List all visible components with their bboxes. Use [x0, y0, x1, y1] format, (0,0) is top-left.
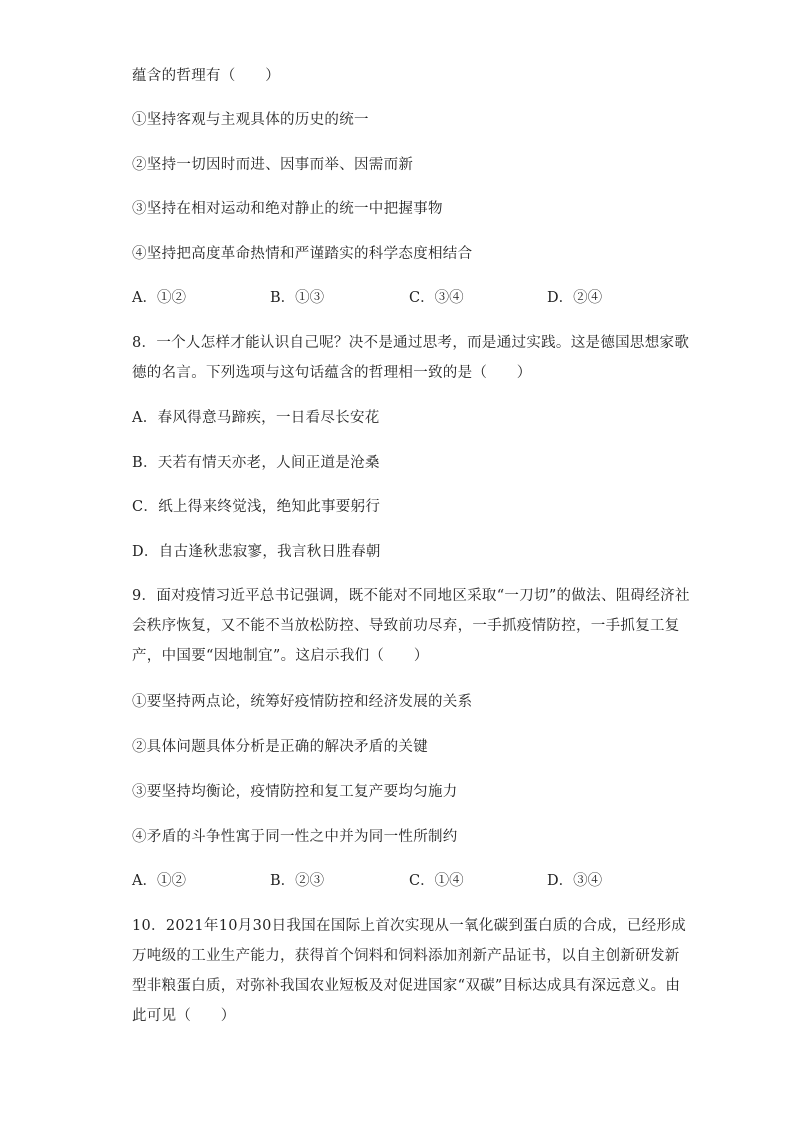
q9-item-3: ③要坚持均衡论，疫情防控和复工复产要均匀施力: [132, 784, 458, 800]
q9-stem-line-3: 产，中国要“因地制宜”。这启示我们（ ）: [132, 648, 429, 664]
q8-option-c: C．纸上得来终觉浅，绝知此事要躬行: [132, 499, 381, 515]
q10-stem-line-1: 10．2021年10月30日我国在国际上首次实现从一氧化碳到蛋白质的合成，已经形成: [132, 918, 687, 934]
q8-stem-line-2: 德的名言。下列选项与这句话蕴含的哲理相一致的是（ ）: [132, 365, 532, 381]
q9-item-2: ②具体问题具体分析是正确的解决矛盾的关键: [132, 739, 428, 755]
q8-stem-line-1: 8．一个人怎样才能认识自己呢？决不是通过思考，而是通过实践。这是德国思想家歌: [132, 335, 690, 351]
q7-item-2: ②坚持一切因时而进、因事而举、因需而新: [132, 157, 414, 173]
q7-option-d: D．②④: [547, 290, 603, 306]
q7-option-a: A．①②: [132, 290, 186, 306]
q9-stem-line-1: 9．面对疫情习近平总书记强调，既不能对不同地区采取“一刀切”的做法、阻碍经济社: [132, 588, 690, 604]
q10-stem-line-3: 型非粮蛋白质，对弥补我国农业短板及对促进国家“双碳”目标达成具有深远意义。由: [132, 978, 681, 994]
q9-item-4: ④矛盾的斗争性寓于同一性之中并为同一性所制约: [132, 829, 458, 845]
q9-option-d: D．③④: [547, 873, 603, 889]
q8-option-b: B．天若有情天亦老，人间正道是沧桑: [132, 455, 380, 471]
q7-item-3: ③坚持在相对运动和绝对静止的统一中把握事物: [132, 201, 443, 217]
q8-option-a: A．春风得意马蹄疾，一日看尽长安花: [132, 410, 380, 426]
q9-option-a: A．①②: [132, 873, 186, 889]
q9-option-c: C．①④: [409, 873, 464, 889]
q10-stem-line-4: 此可见（ ）: [132, 1008, 236, 1024]
q7-stem-tail: 蕴含的哲理有（ ）: [132, 68, 280, 84]
q8-option-d: D．自古逢秋悲寂寥，我言秋日胜春朝: [132, 544, 381, 560]
q7-item-1: ①坚持客观与主观具体的历史的统一: [132, 112, 369, 128]
q7-item-4: ④坚持把高度革命热情和严谨踏实的科学态度相结合: [132, 246, 473, 262]
q9-stem-line-2: 会秩序恢复，又不能不当放松防控、导致前功尽弃，一手抓疫情防控，一手抓复工复: [132, 618, 680, 634]
q7-option-c: C．③④: [409, 290, 464, 306]
q9-option-b: B．②③: [270, 873, 325, 889]
q9-item-1: ①要坚持两点论，统筹好疫情防控和经济发展的关系: [132, 694, 473, 710]
q7-option-b: B．①③: [270, 290, 325, 306]
q10-stem-line-2: 万吨级的工业生产能力，获得首个饲料和饲料添加剂新产品证书，以自主创新研发新: [132, 948, 680, 964]
